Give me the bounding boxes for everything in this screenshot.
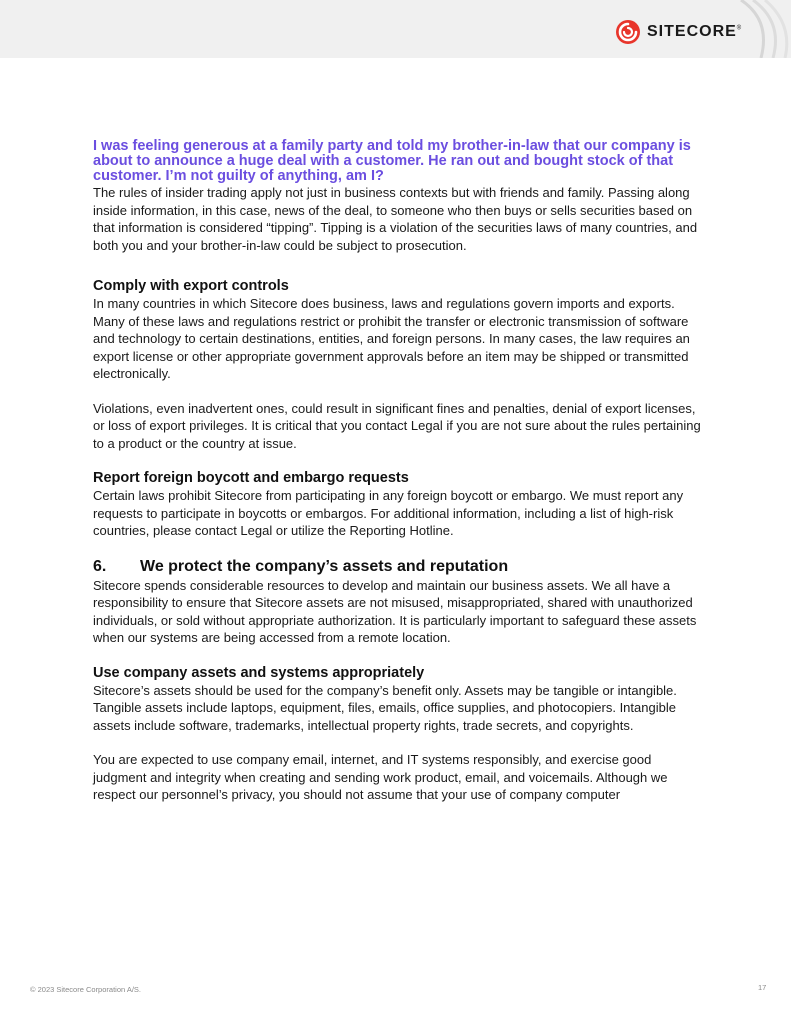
export-controls-heading: Comply with export controls bbox=[93, 278, 289, 294]
section-title: We protect the company’s assets and reputation bbox=[140, 557, 509, 575]
page-number: 17 bbox=[758, 983, 767, 992]
brand-name: SITECORE® bbox=[647, 23, 743, 40]
boycott-heading: Report foreign boycott and embargo requests bbox=[93, 470, 409, 486]
assets-paragraph-1: Sitecore’s assets should be used for the company’s benefit only. Assets may be tangible or intangible. Tangible assets include laptops, equipment, files, emails, office supplies, and photocopiers. Intangible assets include software, trademarks, intellectual property rights, trade secrets, and copyrights. bbox=[93, 682, 677, 733]
section-6-heading bbox=[93, 557, 703, 577]
page-header bbox=[0, 0, 791, 58]
decorative-arcs-icon bbox=[731, 0, 791, 58]
footer-copyright: © 2023 Sitecore Corporation A/S. bbox=[30, 985, 142, 994]
document-body bbox=[93, 139, 703, 804]
export-controls-paragraph-2: Violations, even inadvertent ones, could result in significant fines and penalties, denial of export licenses, or loss of export privileges. It is critical that you contact Legal if you are not sure about the rules pertaining to a product or the country at issue. bbox=[93, 400, 701, 451]
export-controls-paragraph-1: In many countries in which Sitecore does business, laws and regulations govern imports and exports. Many of these laws and regulations restrict or prohibit the transfer or electronic transmission of software and technology to certain destinations, entities, and foreign persons. In many cases, the law requires an export license or other appropriate government approvals before an item may be shipped or transmitted electronically. bbox=[93, 296, 690, 381]
faq-question: I was feeling generous at a family party and told my brother-in-law that our company is about to announce a huge deal with a customer. He ran out and bought stock of that customer. I’m not guilty of anything, am I? bbox=[93, 138, 691, 184]
assets-paragraph-2: You are expected to use company email, internet, and IT systems responsibly, and exercise good judgment and integrity when creating and sending work product, email, and voicemails. Although we respect our personnel’s privacy, you should not assume that your use of company computer bbox=[93, 752, 668, 802]
section-number: 6. bbox=[93, 557, 107, 575]
faq-answer: The rules of insider trading apply not just in business contexts but with friends and family. Passing along inside information, in this case, news of the deal, to someone who then buys or sells securities based on that information is considered “tipping”. Tipping is a violation of the securities laws of many countries, and both you and your brother-in-law could be subject to prosecution. bbox=[93, 185, 698, 253]
section-6-paragraph: Sitecore spends considerable resources to develop and maintain our business assets. We all have a responsibility to ensure that Sitecore assets are not misused, misappropriated, shared with unauthorized individuals, or sold without appropriate authorization. It is particularly important to safeguard these assets when our systems are being accessed from a remote location. bbox=[93, 577, 697, 645]
assets-heading: Use company assets and systems appropriately bbox=[93, 664, 425, 681]
boycott-paragraph: Certain laws prohibit Sitecore from participating in any foreign boycott or embargo. We must report any requests to participate in boycotts or embargos. For additional information, including a list of high-risk countries, please contact Legal or utilize the Reporting Hotline. bbox=[93, 488, 684, 538]
sitecore-logo bbox=[615, 18, 742, 46]
sitecore-logo-icon bbox=[615, 19, 641, 45]
